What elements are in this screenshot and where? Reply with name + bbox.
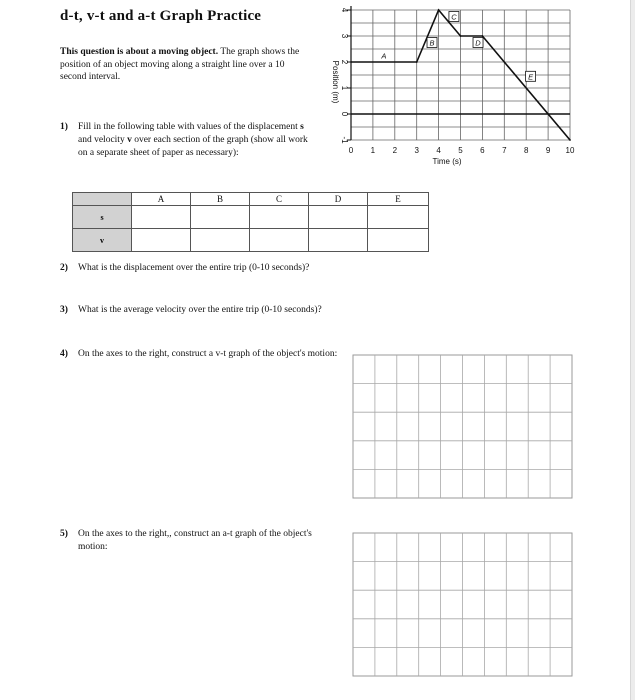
x-tick-label: 2	[392, 146, 398, 155]
question-1	[60, 121, 320, 160]
x-axis-label: Time (s)	[432, 157, 462, 166]
x-tick-label: 0	[348, 146, 354, 155]
row-header-v: v	[73, 229, 132, 252]
x-tick-label: 1	[370, 146, 376, 155]
x-tick-label: 5	[458, 146, 463, 155]
data-point	[416, 61, 418, 63]
answer-cell[interactable]	[132, 206, 191, 229]
answer-cell[interactable]	[191, 229, 250, 252]
q1-text-a: Fill in the following table with values of the displacement	[78, 122, 301, 132]
answer-cell[interactable]	[368, 206, 429, 229]
at-grid-svg	[352, 532, 573, 677]
column-header-e: E	[368, 193, 429, 206]
answer-cell[interactable]	[309, 229, 368, 252]
answer-cell[interactable]	[250, 229, 309, 252]
question-5	[60, 528, 350, 554]
data-point	[569, 139, 571, 141]
x-tick-label: 9	[545, 146, 551, 155]
y-tick-label: -1	[339, 136, 349, 144]
y-axis-label: Position (m)	[331, 60, 340, 104]
vt-grid-svg	[352, 354, 573, 499]
question-text: On the axes to the right,, construct an a-t graph of the object's motion:	[78, 529, 312, 552]
answer-cell[interactable]	[309, 206, 368, 229]
data-point	[438, 9, 440, 11]
q1-text-b: and velocity	[78, 135, 128, 145]
x-tick-label: 3	[414, 146, 419, 155]
segment-label-a: A	[381, 51, 387, 61]
question-number: 3)	[60, 305, 68, 315]
column-header-d: D	[309, 193, 368, 206]
row-header-s: s	[73, 206, 132, 229]
q1-v-symbol: v	[127, 135, 132, 145]
page-title: d-t, v-t and a-t Graph Practice	[60, 8, 262, 24]
question-2	[60, 262, 380, 275]
displacement-velocity-table	[72, 192, 429, 252]
at-blank-grid[interactable]	[352, 532, 573, 677]
question-text: What is the displacement over the entire trip (0-10 seconds)?	[78, 263, 310, 273]
x-tick-label: 8	[523, 146, 529, 155]
vt-blank-grid[interactable]	[352, 354, 573, 499]
column-header-a: A	[132, 193, 191, 206]
segment-label-c: C	[451, 12, 457, 22]
data-point	[350, 61, 352, 63]
data-point	[460, 35, 462, 37]
answer-cell[interactable]	[191, 206, 250, 229]
q1-s-symbol: s	[300, 122, 304, 132]
intro-text: The graph shows the position of an object moving along a straight line over a 10 second interval.	[60, 47, 300, 82]
y-tick-label: 4	[339, 7, 349, 13]
question-text	[78, 121, 308, 160]
intro-paragraph	[60, 46, 310, 84]
answer-cell[interactable]	[250, 206, 309, 229]
y-tick-label: 2	[339, 59, 349, 65]
column-header-c: C	[250, 193, 309, 206]
y-tick-label: 3	[339, 33, 349, 39]
x-tick-label: 6	[480, 146, 485, 155]
question-4	[60, 348, 350, 361]
table-row	[73, 206, 429, 229]
intro-bold: This question is about a moving object.	[60, 47, 219, 57]
column-header-b: B	[191, 193, 250, 206]
question-text: On the axes to the right, construct a v-t graph of the object's motion:	[78, 349, 338, 359]
segment-label-d: D	[475, 38, 481, 48]
q1-text-c: over each section of the graph (show all work on a separate sheet of paper as necessary):	[78, 135, 308, 158]
x-tick-label: 4	[436, 146, 441, 155]
data-point	[482, 35, 484, 37]
position-time-chart	[318, 0, 580, 172]
question-number: 2)	[60, 263, 68, 273]
answer-cell[interactable]	[132, 229, 191, 252]
question-number: 4)	[60, 349, 68, 359]
y-tick-label: 1	[339, 85, 349, 91]
table-corner-cell	[73, 193, 132, 206]
segment-label-e: E	[528, 72, 534, 82]
answer-cell[interactable]	[368, 229, 429, 252]
table-header-row	[73, 193, 429, 206]
question-number: 1)	[60, 122, 68, 132]
question-text: What is the average velocity over the entire trip (0-10 seconds)?	[78, 305, 322, 315]
position-time-graph	[318, 0, 580, 177]
question-3	[60, 304, 380, 317]
table-row	[73, 229, 429, 252]
segment-label-b: B	[429, 38, 435, 48]
x-tick-label: 7	[502, 146, 507, 155]
x-tick-label: 10	[565, 146, 575, 155]
question-number: 5)	[60, 529, 68, 539]
y-tick-label: 0	[339, 111, 349, 117]
